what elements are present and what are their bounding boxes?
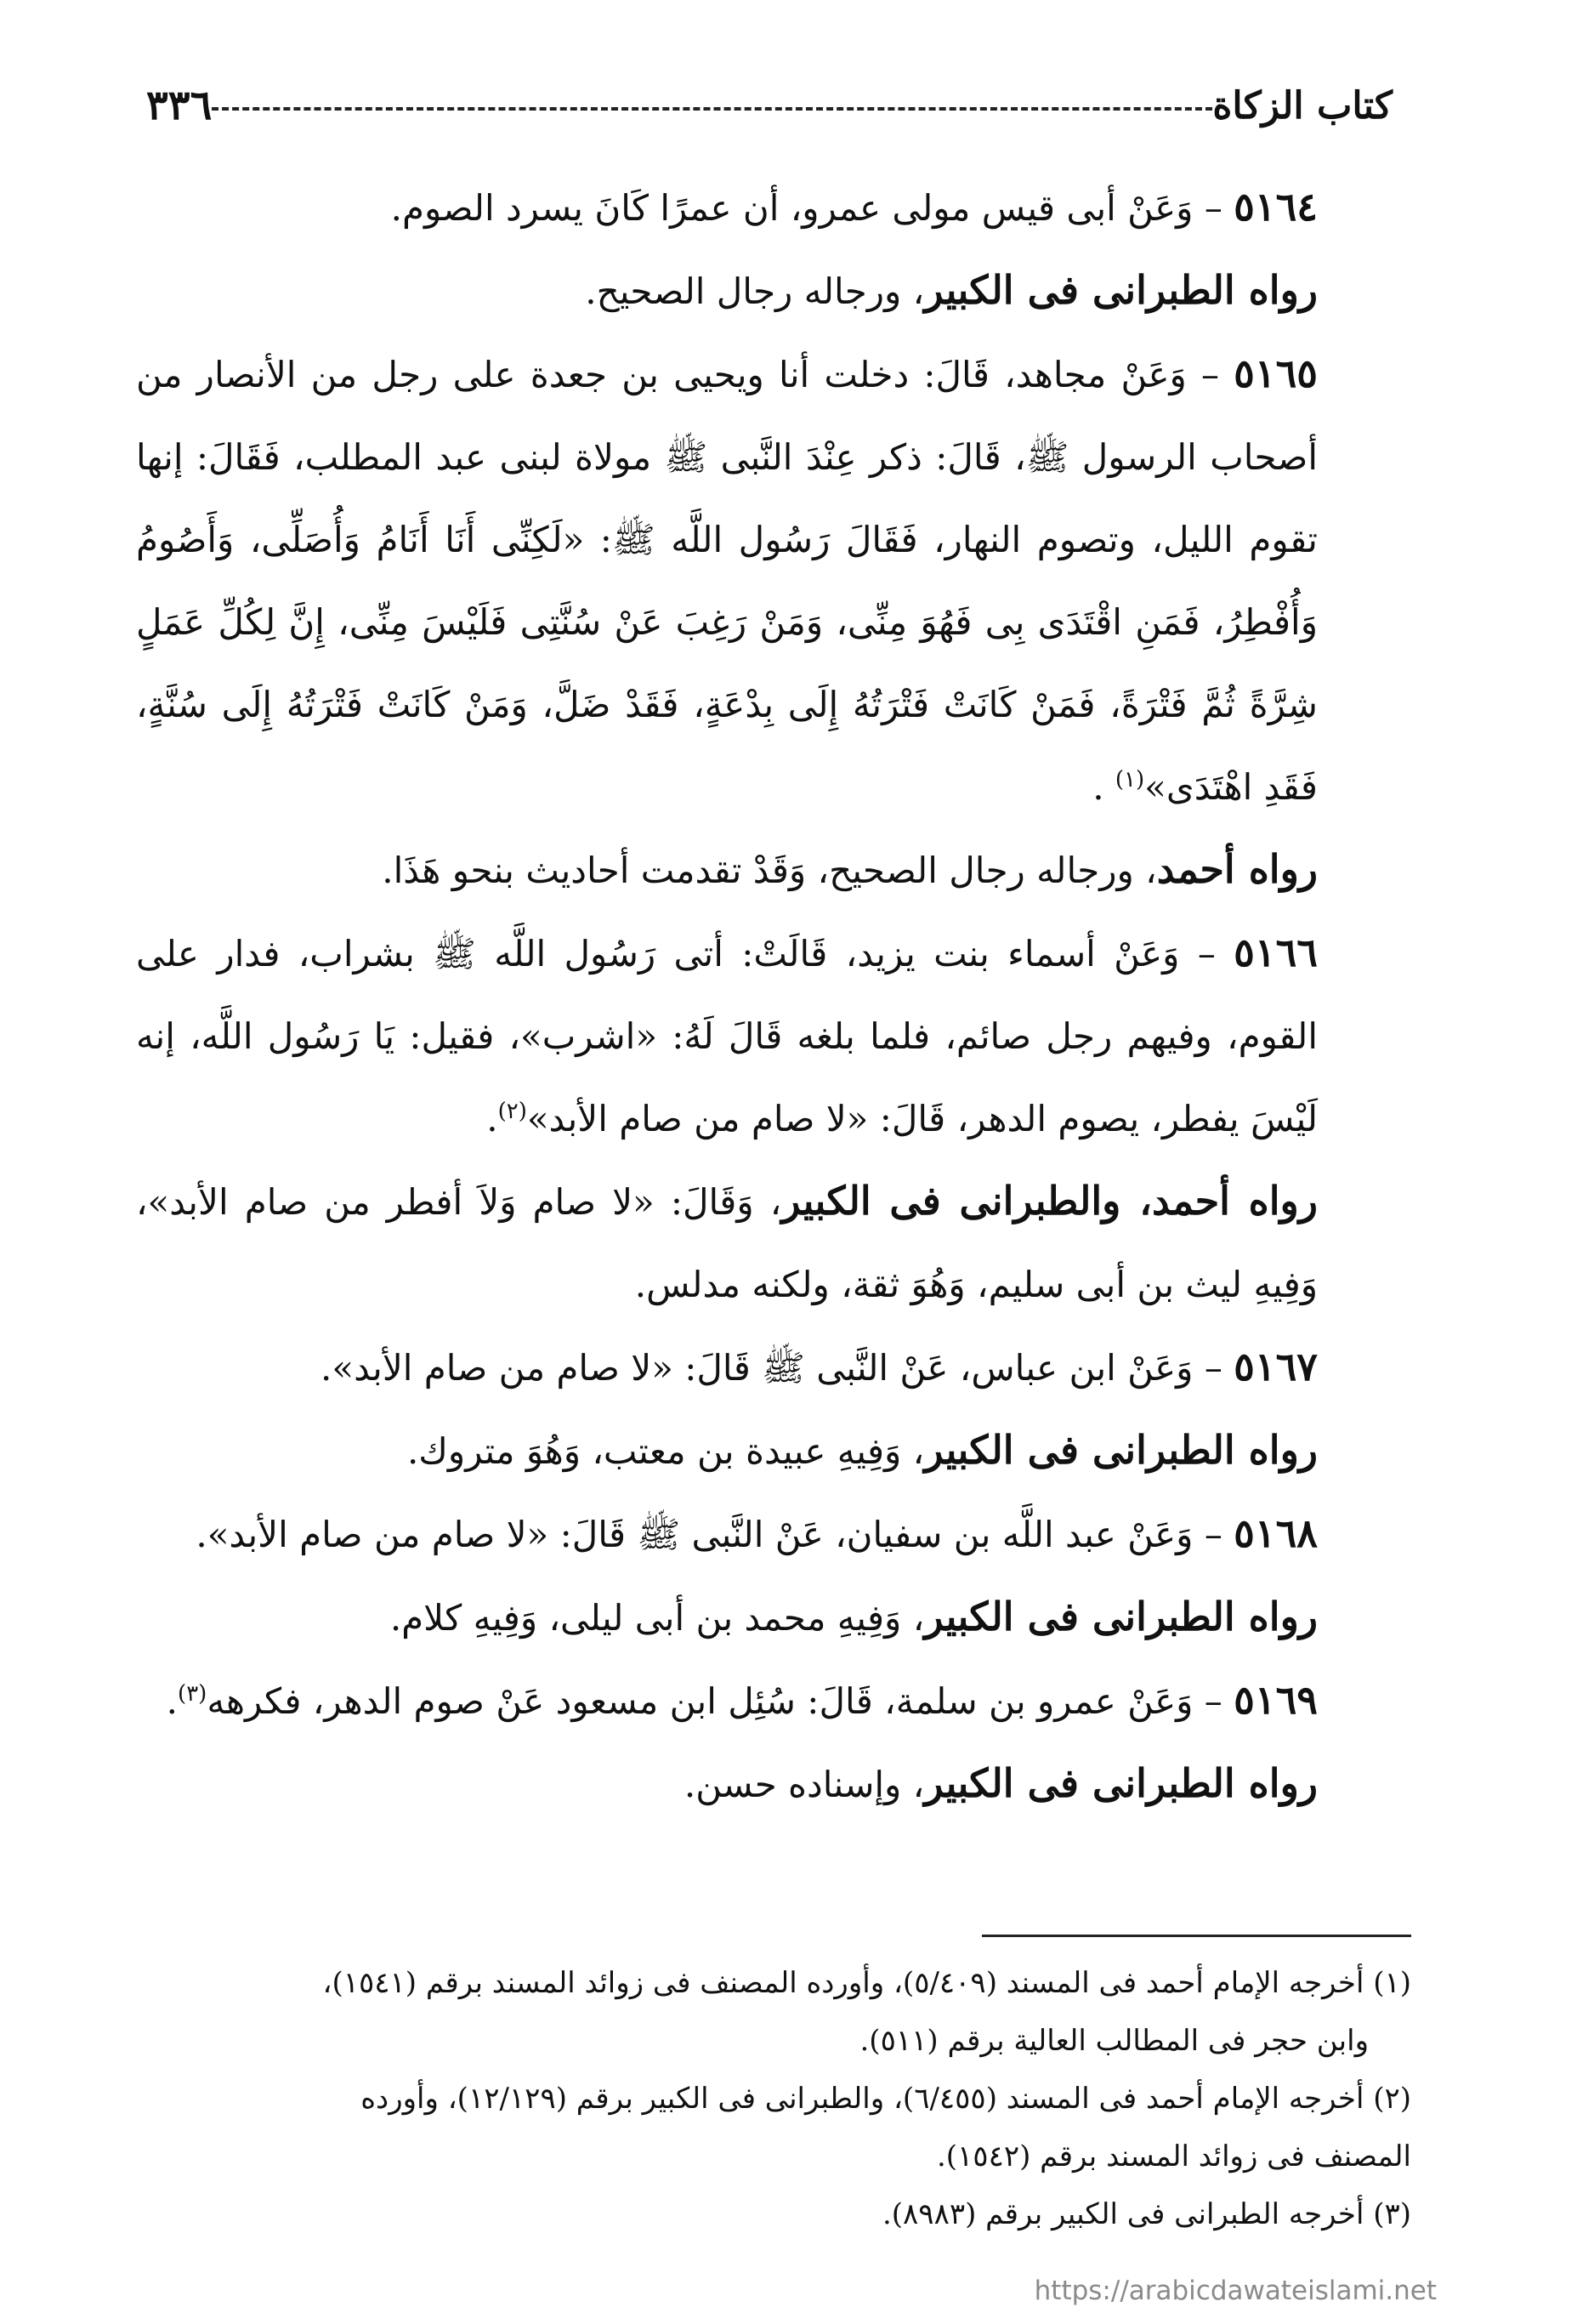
hadith-number: ٥١٦٥ [1234,350,1318,396]
footnote-text: أخرجه الإمام أحمد فى المسند (٥/٤٠٩)، وأورده المصنف فى زوائد المسند برقم (١٥٤١)، [322,1966,1374,2000]
narration-line [136,828,1411,912]
footnote-marker: (٢) [1373,2082,1411,2116]
hadith-text: – وَعَنْ أبى قيس مولى عمرو، أن عمرًا كَانَ يسرد الصوم. [390,187,1234,229]
running-header [128,82,1411,129]
narration-rest: ، وَقَالَ: «لا صام وَلاَ أفطر من صام الأبد»، وَفِيهِ ليث بن أبى سليم، وَهُوَ ثقة، ولكنه مدلس. [136,1181,1318,1305]
main-text [136,166,1411,1826]
page-number: ٣٣٦ [146,82,213,129]
footnote-item [136,1956,1411,2010]
hadith-entry [136,1492,1411,1576]
hadith-text: – وَعَنْ عمرو بن سلمة، قَالَ: سُئِل ابن مسعود عَنْ صوم الدهر، فكرهه [207,1680,1234,1722]
watermark-url: https://arabicdawateislami.net [1034,2276,1437,2306]
hadith-text: – وَعَنْ أسماء بنت يزيد، قَالَتْ: أتى رَسُول اللَّه ﷺ بشراب، فدار على القوم، وفيهم رجل صائم، فلما بلغه قَالَ لَهُ: «اشرب»، فقيل: يَا رَسُول اللَّه، إنه لَيْسَ يفطر، يصوم الدهر، قَالَ: «لا صام من صام الأبد» [136,933,1318,1139]
header-dashed-rule [212,107,1212,111]
footnote-ref: (١) [1115,767,1145,793]
hadith-number: ٥١٦٤ [1234,184,1318,230]
narration-source: رواه الطبرانى فى الكبير [924,1760,1318,1806]
book-title: كتاب الزكاة [1212,83,1393,128]
hadith-text: – وَعَنْ عبد اللَّه بن سفيان، عَنْ النَّبى ﷺ قَالَ: «لا صام من صام الأبد». [196,1514,1234,1555]
narration-rest: ، وَفِيهِ عبيدة بن معتب، وَهُوَ متروك. [406,1430,925,1472]
hadith-number: ٥١٦٧ [1234,1344,1318,1389]
narration-source: رواه أحمد، والطبرانى فى الكبير [781,1178,1318,1224]
hadith-entry [136,912,1411,1160]
footnote-ref: (٣) [178,1681,207,1707]
hadith-text-end: . [1092,766,1115,808]
narration-source: رواه الطبرانى فى الكبير [924,1427,1318,1473]
footnote-separator [982,1935,1411,1937]
narration-rest: ، ورجاله رجال الصحيح. [585,270,925,312]
hadith-entry [136,166,1411,249]
narration-line [136,1576,1411,1659]
footnotes [136,1956,1411,2245]
narration-line [136,249,1411,332]
hadith-text: – وَعَنْ مجاهد، قَالَ: دخلت أنا ويحيى بن جعدة على رجل من الأنصار من أصحاب الرسول ﷺ، قَالَ: ذكر عِنْدَ النَّبى ﷺ مولاة لبنى عبد المطلب، فَقَالَ: إنها تقوم الليل، وتصوم النهار، فَقَالَ رَسُول اللَّه ﷺ: «لَكِنِّى أَنَا أَنَامُ وَأُصَلِّى، وَأَصُومُ وَأُفْطِرُ، فَمَنِ اقْتَدَى بِى فَهُوَ مِنِّى، وَمَنْ رَغِبَ عَنْ سُنَّتِى فَلَيْسَ مِنِّى، إِنَّ لِكُلِّ عَمَلٍ شِرَّةً ثُمَّ فَتْرَةً، فَمَنْ كَانَتْ فَتْرَتُهُ إِلَى بِدْعَةٍ، فَقَدْ ضَلَّ، وَمَنْ كَانَتْ فَتْرَتُهُ إِلَى سُنَّةٍ، فَقَدِ اهْتَدَى» [136,354,1318,808]
narration-source: رواه الطبرانى فى الكبير [924,267,1318,313]
footnote-item [136,2187,1411,2242]
footnote-ref: (٢) [497,1099,527,1124]
narration-source: رواه الطبرانى فى الكبير [924,1594,1318,1639]
narration-source: رواه أحمد [1156,846,1318,892]
footnote-text: أخرجه الإمام أحمد فى المسند (٦/٤٥٥)، والطبرانى فى الكبير برقم (١٢/١٢٩)، وأورده [360,2082,1374,2116]
footnote-text: أخرجه الطبرانى فى الكبير برقم (٨٩٨٣). [882,2197,1374,2231]
narration-line [136,1742,1411,1826]
hadith-text-end: . [486,1098,498,1139]
hadith-entry [136,1326,1411,1409]
hadith-text-end: . [166,1680,179,1722]
footnote-marker: (١) [1373,1966,1411,2000]
narration-line [136,1160,1411,1326]
footnote-item [136,2071,1411,2126]
hadith-number: ٥١٦٨ [1234,1510,1318,1556]
footnote-continuation: المصنف فى زوائد المسند برقم (١٥٤٢). [936,2139,1411,2173]
hadith-number: ٥١٦٩ [1234,1677,1318,1723]
narration-rest: ، وإسناده حسن. [684,1764,925,1805]
hadith-entry [136,1659,1411,1742]
footnote-continuation: وابن حجر فى المطالب العالية برقم (٥١١). [859,2024,1369,2058]
narration-line [136,1409,1411,1492]
narration-rest: ، وَفِيهِ محمد بن أبى ليلى، وَفِيهِ كلام. [389,1597,925,1639]
hadith-number: ٥١٦٦ [1234,929,1318,975]
hadith-text: – وَعَنْ ابن عباس، عَنْ النَّبى ﷺ قَالَ: «لا صام من صام الأبد». [321,1347,1234,1389]
hadith-entry [136,332,1411,828]
footnote-marker: (٣) [1373,2197,1411,2231]
narration-rest: ، ورجاله رجال الصحيح، وَقَدْ تقدمت أحاديث بنحو هَذَا. [382,849,1157,891]
